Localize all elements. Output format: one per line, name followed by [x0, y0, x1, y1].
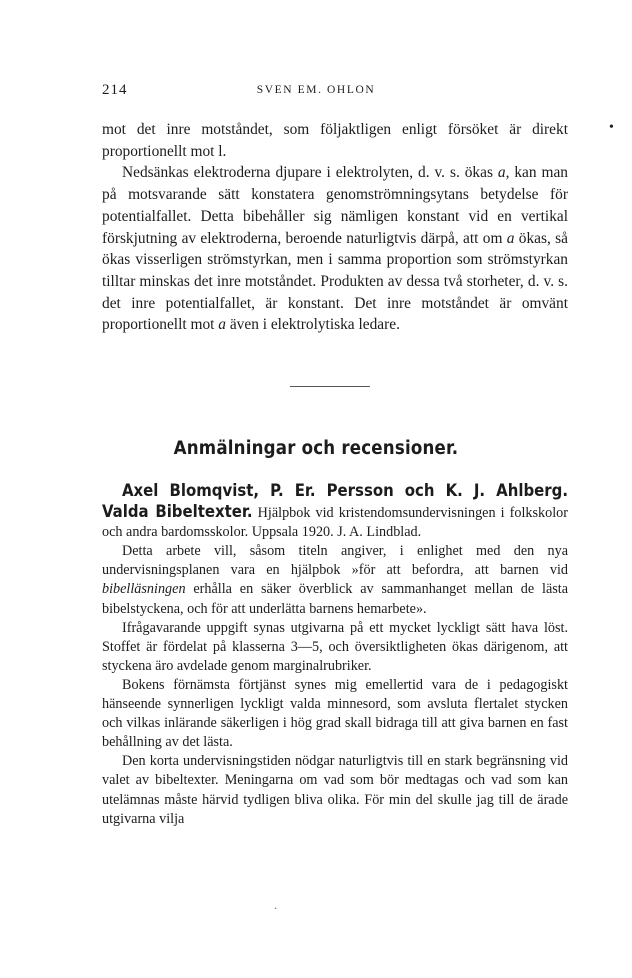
- page-number: 214: [102, 82, 128, 98]
- variable-a-2: a: [506, 229, 515, 247]
- review-paragraph-2: Ifrågavarande uppgift synas utgivarna på ett mycket lyckligt sätt hava löst. Stoffet är fördelat på klasserna 3—5, och översiktligheten ökas därigenom, att styckena äro avdelade genom marginalrubriker.: [102, 619, 568, 674]
- paragraph-2-text-b: , kan man på motsvarande sätt konstatera genomströmningsytans betydelse för potentialfallet. Detta bibehåller sig nämligen konstant vid en vertikal förskjutning av elektroderna, beroende naturligtvis därpå, att om: [102, 164, 569, 247]
- paragraph-2-text-d: även i elektrolytiska ledare.: [225, 316, 400, 334]
- variable-a-3: a: [218, 316, 226, 334]
- continued-article-text: [102, 119, 568, 336]
- section-title: Anmälningar och recensioner.: [173, 438, 459, 459]
- page-header: [0, 82, 632, 106]
- review-citation-details: Hjälpbok vid kristendomsundervisningen i folkskolor och andra bardomsskolor. Uppsala 1920. J. A. Lindblad.: [102, 505, 568, 541]
- review-paragraph-1-text-a: Detta arbete vill, såsom titeln angiver, i enlighet med den nya undervisningsplanen vara en hjälpbok »för att befordra, att barnen vid: [102, 543, 568, 579]
- running-head: SVEN EM. OHLON: [256, 84, 376, 96]
- paragraph-1: [102, 119, 568, 162]
- paragraph-2-text-a: Nedsänkas elektroderna djupare i elektrolyten, d. v. s. ökas: [122, 164, 498, 182]
- review-emphasis: bibelläsningen: [102, 581, 186, 598]
- review-paragraph-1: [102, 542, 568, 618]
- margin-dot: •: [609, 120, 614, 135]
- review-paragraph-3: Bokens förnämsta förtjänst synes mig emellertid vara de i pedagogiskt hänseende synnerligen lyckligt valda minnesord, som avsluta flertalet stycken och vilkas inlärande säkerligen i hög grad skall bidraga till att giva barnen en fast behållning av det lästa.: [102, 676, 568, 751]
- variable-a-1: a: [497, 164, 506, 182]
- paragraph-1-text: mot det inre motståndet, som följaktligen enligt försöket är direkt proportionellt mot l.: [102, 121, 568, 160]
- paragraph-2: [102, 162, 568, 336]
- review-block: [102, 481, 568, 829]
- review-paragraph-1-text-b: erhålla en säker överblick av sammanhanget mellan de lästa bibelstyckena, och för att underlätta barnens hemarbete».: [102, 581, 568, 617]
- review-citation: [102, 481, 568, 542]
- paragraph-2-text-c: ökas, så ökas visserligen strömstyrkan, men i samma proportion som strömstyrkan tilltar minskas det inre motståndet. Produkten av dessa två storheter, d. v. s. det inre potentialfallet, är konstant. Det inre motståndet är omvänt proportionellt mot: [102, 229, 568, 334]
- review-authors-title: Axel Blomqvist, P. Er. Persson och K. J. Ahlberg. Valda Bibeltexter.: [102, 481, 568, 522]
- section-divider: [290, 386, 370, 387]
- bottom-dot: .: [274, 898, 277, 912]
- review-paragraph-4: Den korta undervisningstiden nödgar naturligtvis till en stark begränsning vid valet av bibeltexter. Meningarna om vad som bör medtagas och vad som kan utelämnas måste härvid tydligen bliva olika. För min del skulle jag till de ärade utgivarna vilja: [102, 753, 568, 827]
